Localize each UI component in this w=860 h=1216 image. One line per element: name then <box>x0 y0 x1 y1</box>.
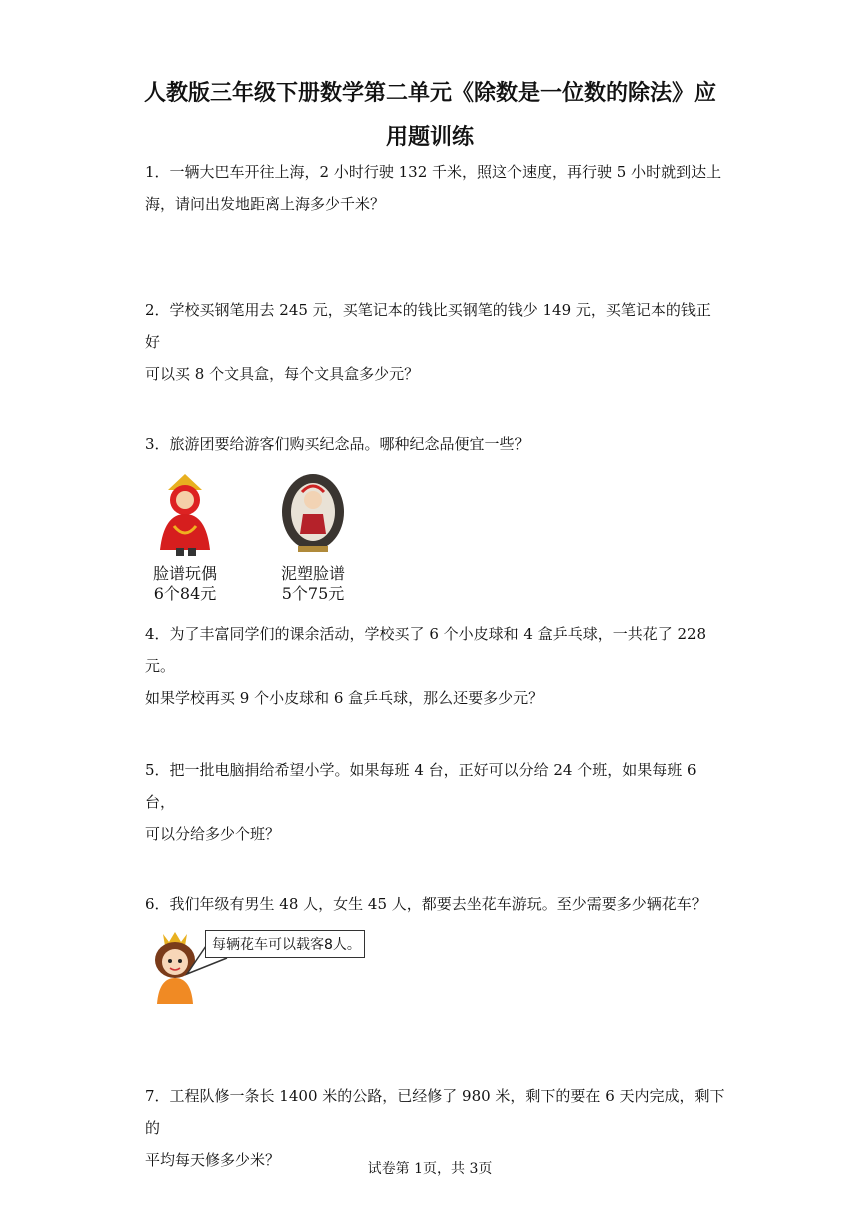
question-5-line-1: 5．把一批电脑捐给希望小学。如果每班 4 台，正好可以分给 24 个班，如果每班 6 台， <box>145 761 697 811</box>
question-5 <box>145 754 725 850</box>
souvenir-doll <box>140 470 230 604</box>
question-4-line-1: 4．为了丰富同学们的课余活动，学校买了 6 个小皮球和 4 盒乒乓球，一共花了 228 元。 <box>145 625 707 675</box>
question-4-line-2: 如果学校再买 9 个小皮球和 6 盒乒乓球，那么还要多少元？ <box>145 689 544 707</box>
souvenir-clay-mask-name: 泥塑脸谱 <box>280 564 345 583</box>
title-line-1: 人教版三年级下册数学第二单元《除数是一位数的除法》应 <box>143 81 716 106</box>
speech-bubble: 每辆花车可以载客8人。 <box>205 930 365 958</box>
page-footer: 试卷第 1页，共 3页 <box>367 1161 493 1177</box>
souvenir-clay-mask-price: 5个75元 <box>281 584 345 603</box>
title-line-2: 用题训练 <box>385 125 474 150</box>
question-2-line-1: 2．学校买钢笔用去 245 元，买笔记本的钱比买钢笔的钱少 149 元，买笔记本的钱正好 <box>145 301 711 351</box>
souvenir-clay-mask <box>268 470 358 604</box>
souvenir-doll-name: 脸谱玩偶 <box>152 564 217 583</box>
question-3-line-1: 3．旅游团要给游客们购买纪念品。哪种纪念品便宜一些？ <box>145 435 530 453</box>
question-6-line-1: 6．我们年级有男生 48 人，女生 45 人，都要去坐花车游玩。至少需要多少辆花车？ <box>145 895 707 913</box>
clay-mask-image <box>278 470 348 558</box>
girl-speech-illustration <box>143 928 373 1008</box>
question-2 <box>145 294 725 390</box>
question-2-line-2: 可以买 8 个文具盒，每个文具盒多少元？ <box>145 365 420 383</box>
souvenir-doll-price: 6个84元 <box>153 584 217 603</box>
question-1-line-2: 海，请问出发地距离上海多少千米？ <box>145 195 386 213</box>
question-3 <box>145 428 725 460</box>
question-1-line-1: 1．一辆大巴车开往上海，2 小时行驶 132 千米，照这个速度，再行驶 5 小时就到达上 <box>145 163 722 181</box>
question-1 <box>145 156 725 220</box>
question-6 <box>145 888 725 920</box>
doll-image <box>150 470 220 558</box>
question-4 <box>145 618 725 714</box>
souvenir-illustration <box>140 470 400 610</box>
question-7-line-1: 7．工程队修一条长 1400 米的公路，已经修了 980 米，剩下的要在 6 天内完成，剩下的 <box>145 1087 725 1137</box>
question-7-line-2: 平均每天修多少米？ <box>145 1151 281 1169</box>
question-5-line-2: 可以分给多少个班？ <box>145 825 281 843</box>
